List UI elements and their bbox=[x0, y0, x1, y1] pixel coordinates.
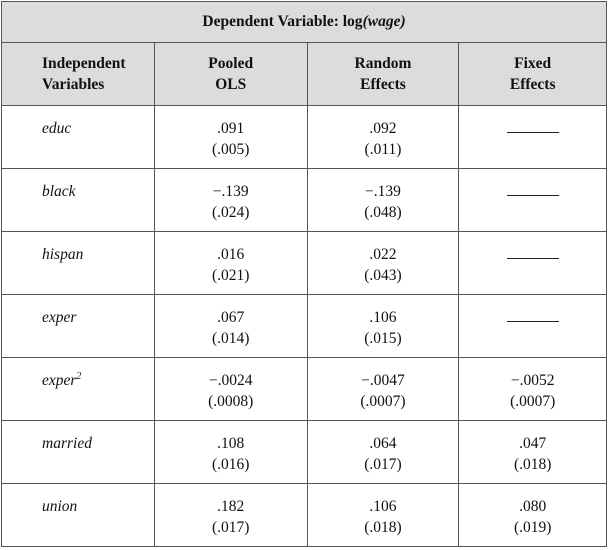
variable-superscript: 2 bbox=[76, 370, 82, 382]
coefficient: .067 bbox=[217, 309, 245, 326]
coefficient: .108 bbox=[217, 435, 245, 452]
standard-error: (.019) bbox=[513, 519, 552, 536]
variable-name-cell bbox=[2, 106, 155, 169]
standard-error: (.0007) bbox=[360, 393, 406, 410]
variable-name-cell bbox=[2, 169, 155, 232]
standard-error: (.024) bbox=[211, 204, 250, 221]
table-row bbox=[2, 484, 607, 547]
header-row bbox=[2, 43, 607, 106]
standard-error: (.015) bbox=[364, 330, 402, 347]
coefficient: .064 bbox=[369, 435, 397, 452]
standard-error: (.018) bbox=[364, 519, 402, 536]
table-row bbox=[2, 358, 607, 421]
standard-error: (.048) bbox=[364, 204, 402, 221]
variable-name: exper bbox=[42, 309, 77, 326]
variable-name: black bbox=[42, 183, 76, 200]
fixed-cell bbox=[459, 169, 607, 232]
random-cell bbox=[307, 421, 459, 484]
pooled-cell bbox=[154, 421, 307, 484]
standard-error: (.0007) bbox=[510, 393, 556, 410]
not-estimated-dash bbox=[507, 258, 559, 259]
variable-name-cell bbox=[2, 232, 155, 295]
coefficient: .092 bbox=[369, 120, 397, 137]
table-row bbox=[2, 169, 607, 232]
coefficient: .022 bbox=[369, 246, 397, 263]
variable-name: union bbox=[42, 498, 78, 515]
pooled-cell bbox=[154, 484, 307, 547]
table-title bbox=[2, 2, 607, 43]
variable-name-cell bbox=[2, 421, 155, 484]
not-estimated-dash bbox=[507, 321, 559, 322]
pooled-cell bbox=[154, 232, 307, 295]
variable-name: married bbox=[42, 435, 92, 452]
header-line1: Pooled bbox=[208, 55, 254, 72]
header-line2: Variables bbox=[42, 76, 105, 93]
column-header-fixed bbox=[459, 43, 607, 106]
table-row bbox=[2, 295, 607, 358]
variable-name-cell bbox=[2, 484, 155, 547]
standard-error: (.017) bbox=[364, 456, 402, 473]
fixed-cell bbox=[459, 421, 607, 484]
fixed-cell bbox=[459, 232, 607, 295]
standard-error: (.018) bbox=[513, 456, 552, 473]
standard-error: (.005) bbox=[211, 141, 250, 158]
column-header-independent bbox=[2, 43, 155, 106]
pooled-cell bbox=[154, 295, 307, 358]
coefficient: .106 bbox=[369, 309, 397, 326]
title-row bbox=[2, 2, 607, 43]
pooled-cell bbox=[154, 169, 307, 232]
standard-error: (.017) bbox=[211, 519, 250, 536]
header-line1: Fixed bbox=[514, 55, 552, 72]
header-line1: Independent bbox=[42, 55, 126, 72]
standard-error: (.0008) bbox=[208, 393, 254, 410]
not-estimated-dash bbox=[507, 195, 559, 196]
random-cell bbox=[307, 295, 459, 358]
table-row bbox=[2, 232, 607, 295]
standard-error: (.011) bbox=[364, 141, 402, 158]
fixed-cell bbox=[459, 295, 607, 358]
random-cell bbox=[307, 169, 459, 232]
random-cell bbox=[307, 358, 459, 421]
coefficient: −.139 bbox=[212, 183, 249, 200]
title-italic: (wage) bbox=[362, 13, 406, 30]
column-header-pooled bbox=[154, 43, 307, 106]
random-cell bbox=[307, 232, 459, 295]
pooled-cell bbox=[154, 106, 307, 169]
column-header-random bbox=[307, 43, 459, 106]
header-line2: OLS bbox=[215, 76, 247, 93]
coefficient: .047 bbox=[519, 435, 547, 452]
coefficient: −.139 bbox=[365, 183, 401, 200]
variable-name: hispan bbox=[42, 246, 84, 263]
header-line2: Effects bbox=[360, 76, 406, 93]
table-row bbox=[2, 421, 607, 484]
header-line1: Random bbox=[354, 55, 412, 72]
variable-name: exper bbox=[42, 372, 77, 389]
random-cell bbox=[307, 484, 459, 547]
coefficient: −.0052 bbox=[510, 372, 555, 389]
coefficient: −.0024 bbox=[208, 372, 253, 389]
fixed-cell bbox=[459, 358, 607, 421]
not-estimated-dash bbox=[507, 132, 559, 133]
standard-error: (.021) bbox=[211, 267, 250, 284]
standard-error: (.016) bbox=[211, 456, 250, 473]
fixed-cell bbox=[459, 106, 607, 169]
title-prefix: Dependent Variable: log bbox=[202, 13, 363, 30]
variable-name-cell bbox=[2, 295, 155, 358]
variable-name-cell bbox=[2, 358, 155, 421]
header-line2: Effects bbox=[509, 76, 556, 93]
regression-table bbox=[1, 1, 607, 547]
coefficient: .106 bbox=[369, 498, 397, 515]
fixed-cell bbox=[459, 484, 607, 547]
coefficient: .182 bbox=[217, 498, 245, 515]
standard-error: (.014) bbox=[211, 330, 250, 347]
pooled-cell bbox=[154, 358, 307, 421]
variable-name: educ bbox=[42, 120, 72, 137]
standard-error: (.043) bbox=[364, 267, 402, 284]
table-row bbox=[2, 106, 607, 169]
coefficient: .016 bbox=[217, 246, 245, 263]
table-body bbox=[2, 106, 607, 547]
coefficient: .080 bbox=[519, 498, 547, 515]
coefficient: −.0047 bbox=[361, 372, 405, 389]
random-cell bbox=[307, 106, 459, 169]
coefficient: .091 bbox=[217, 120, 245, 137]
